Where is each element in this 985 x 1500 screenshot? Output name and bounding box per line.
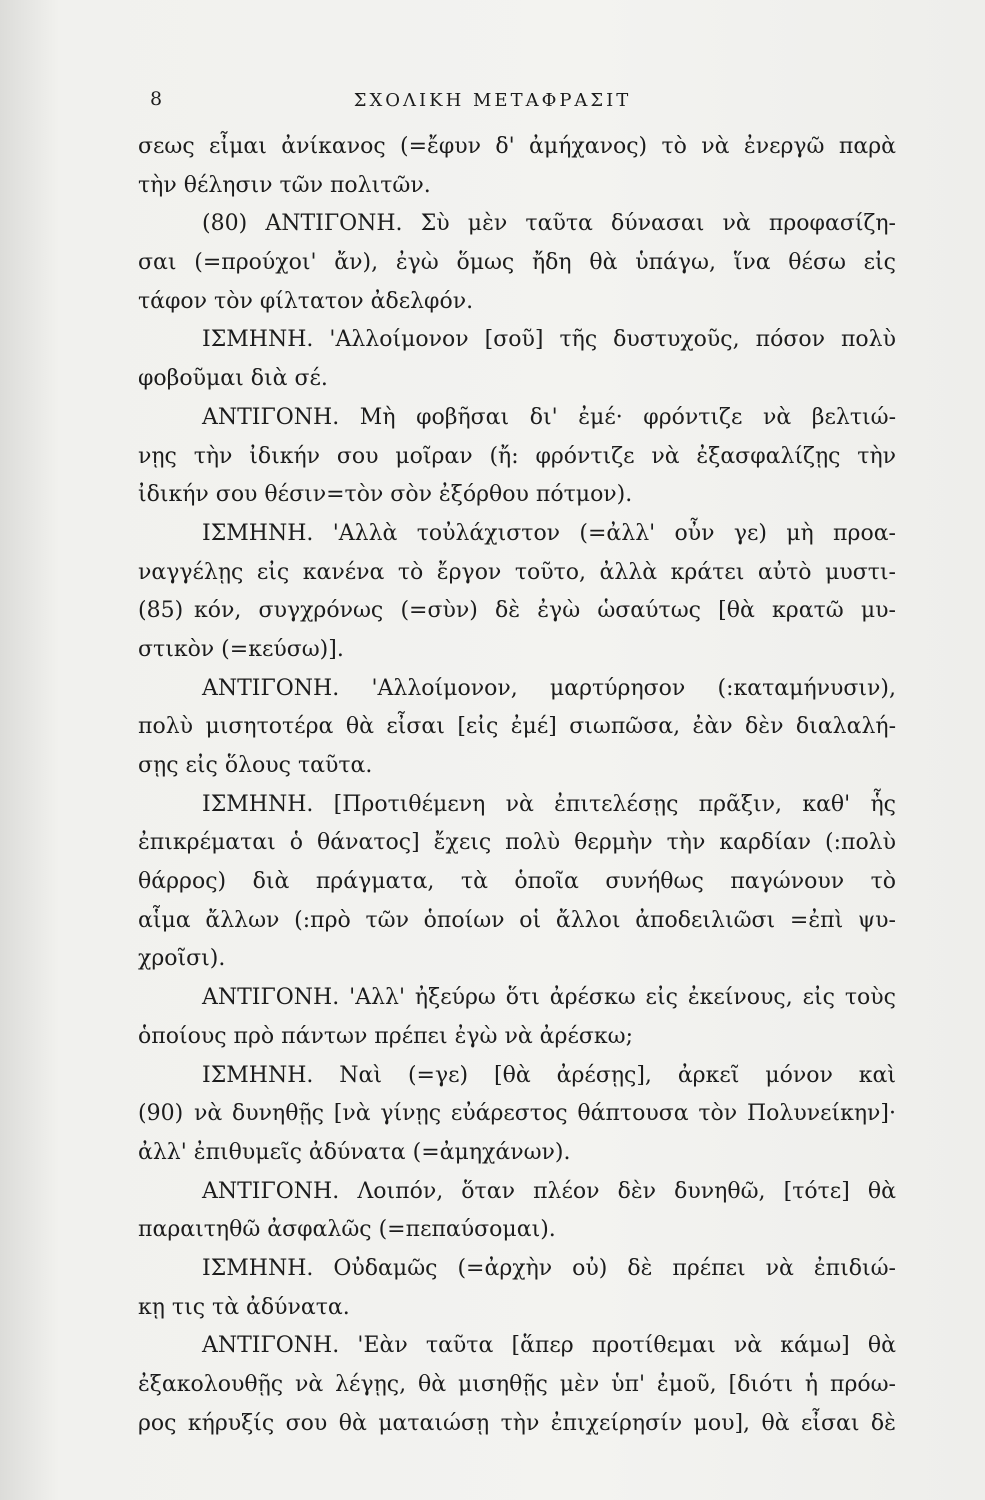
text-line: ἀλλ' ἐπιθυμεῖς ἀδύνατα (=ἀμηχάνων). xyxy=(138,1139,571,1165)
text-line: ἐξακολουθῇς νὰ λέγῃς, θὰ μισηθῇς μὲν ὑπ' ἐμοῦ, [διότι ἡ πρόω- xyxy=(138,1372,896,1397)
text-line: φοβοῦμαι διὰ σέ. xyxy=(138,366,328,392)
text-line: ΙΣΜΗΝΗ. Οὐδαμῶς (=ἀρχὴν οὐ) δὲ πρέπει νὰ ἐπιδιώ- xyxy=(202,1255,896,1281)
running-title: ΣΧΟΛΙΚΗ ΜΕΤΑΦΡΑΣΙΤ xyxy=(353,90,632,111)
text-line: ΑΝΤΙΓΟΝΗ. Λοιπόν, ὅταν πλέον δὲν δυνηθῶ, [τότε] θὰ xyxy=(202,1178,896,1204)
text-line: πολὺ μισητοτέρα θὰ εἶσαι [εἰς ἐμέ] σιωπῶσα, ἐὰν δὲν διαλαλή- xyxy=(138,714,896,740)
verse-number: (85) xyxy=(138,598,184,624)
text-line: στικὸν (=κεύσω)]. xyxy=(138,636,344,662)
text-line: σῃς εἰς ὅλους ταῦτα. xyxy=(138,753,373,778)
page-number: 8 xyxy=(150,88,163,110)
text-line: χροῖσι). xyxy=(138,946,226,972)
text-line: ΙΣΜΗΝΗ. Ναὶ (=γε) [θὰ ἀρέσῃς], ἀρκεῖ μόνον καὶ xyxy=(202,1062,896,1088)
verse-number: (90) xyxy=(138,1101,184,1127)
text-line: ΙΣΜΗΝΗ. 'Αλλοίμονον [σοῦ] τῆς δυστυχοῦς, πόσον πολὺ xyxy=(202,327,896,353)
text-line: τάφον τὸν φίλτατον ἀδελφόν. xyxy=(138,288,474,314)
body-text xyxy=(138,128,896,1443)
text-line: αἷμα ἄλλων (:πρὸ τῶν ὁποίων οἱ ἄλλοι ἀποδειλιῶσι =ἐπὶ ψυ- xyxy=(138,907,896,933)
text-line: ὁποίους πρὸ πάντων πρέπει ἐγὼ νὰ ἀρέσκω; xyxy=(138,1023,633,1049)
line-text: κόν, συγχρόνως (=σὺν) δὲ ἐγὼ ὡσαύτως [θὰ κρατῶ μυ- xyxy=(194,598,896,624)
text-line: (80) ΑΝΤΙΓΟΝΗ. Σὺ μὲν ταῦτα δύνασαι νὰ προφασίζη- xyxy=(202,211,896,237)
text-line: ΙΣΜΗΝΗ. [Προτιθέμενη νὰ ἐπιτελέσῃς πρᾶξιν, καθ' ἧς xyxy=(202,791,896,817)
text-line: θάρρος) διὰ πράγματα, τὰ ὁποῖα συνήθως παγώνουν τὸ xyxy=(138,869,896,895)
text-line: σεως εἶμαι ἀνίκανος (=ἔφυν δ' ἀμήχανος) τὸ νὰ ἐνεργῶ παρὰ xyxy=(138,134,896,159)
text-line: ΙΣΜΗΝΗ. 'Αλλὰ τοὐλάχιστον (=ἀλλ' οὖν γε) μὴ προα- xyxy=(202,520,896,546)
text-line xyxy=(138,1095,896,1134)
text-line: ΑΝΤΙΓΟΝΗ. 'Αλλ' ἠξεύρω ὅτι ἀρέσκω εἰς ἐκείνους, εἰς τοὺς xyxy=(202,985,896,1011)
text-line: παραιτηθῶ ἀσφαλῶς (=πεπαύσομαι). xyxy=(138,1217,556,1243)
text-line: ΑΝΤΙΓΟΝΗ. 'Εὰν ταῦτα [ἅπερ προτίθεμαι νὰ κάμω] θὰ xyxy=(202,1333,896,1359)
page-header xyxy=(0,88,985,118)
text-line: νῃς τὴν ἰδικήν σου μοῖραν (ἤ: φρόντιζε νὰ ἐξασφαλίζῃς τὴν xyxy=(138,443,896,469)
text-line: σαι (=προύχοι' ἄν), ἐγὼ ὅμως ἤδη θὰ ὑπάγω, ἵνα θέσω εἰς xyxy=(138,250,896,276)
text-line: ρος κήρυξίς σου θὰ ματαιώσῃ τὴν ἐπιχείρησίν μου], θὰ εἶσαι δὲ xyxy=(138,1410,896,1436)
text-line: τὴν θέλησιν τῶν πολιτῶν. xyxy=(138,172,431,198)
line-text: νὰ δυνηθῇς [νὰ γίνῃς εὐάρεστος θάπτουσα τὸν Πολυνείκην]· xyxy=(194,1101,896,1127)
text-line xyxy=(138,592,896,631)
text-line: ἐπικρέμαται ὁ θάνατος] ἔχεις πολὺ θερμὴν τὴν καρδίαν (:πολὺ xyxy=(138,830,896,856)
text-line: ΑΝΤΙΓΟΝΗ. 'Αλλοίμονον, μαρτύρησον (:καταμήνυσιν), xyxy=(202,675,896,701)
text-line: κῃ τις τὰ ἀδύνατα. xyxy=(138,1294,350,1320)
text-line: ΑΝΤΙΓΟΝΗ. Μὴ φοβῆσαι δι' ἐμέ· φρόντιζε νὰ βελτιώ- xyxy=(202,404,896,430)
text-line: ναγγέλῃς εἰς κανένα τὸ ἔργον τοῦτο, ἀλλὰ κράτει αὐτὸ μυστι- xyxy=(138,559,896,585)
text-line: ἰδικήν σου θέσιν=τὸν σὸν ἐξόρθου πότμον). xyxy=(138,482,633,508)
